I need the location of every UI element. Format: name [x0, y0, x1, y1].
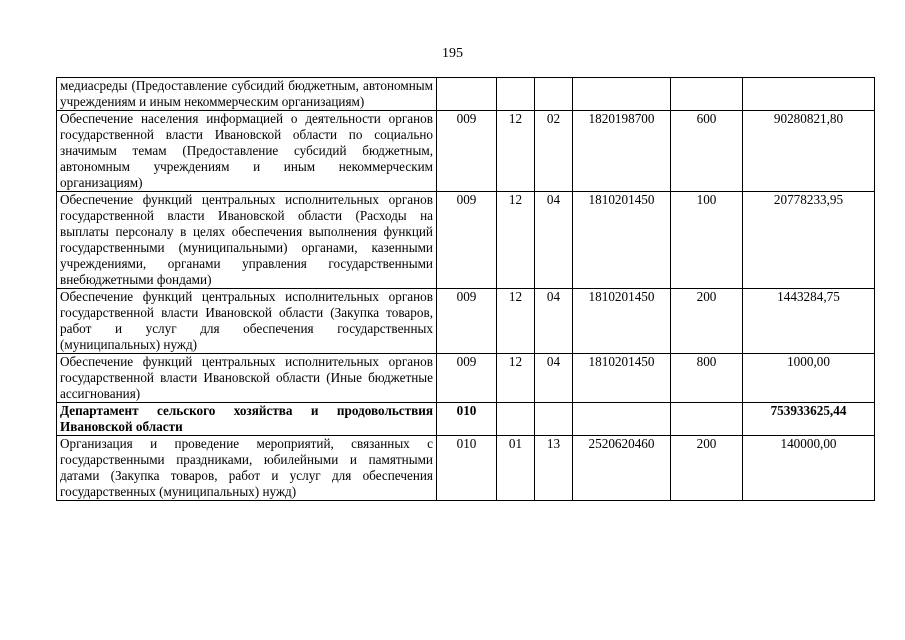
row-description: Обеспечение функций центральных исполнительных органов государственной власти Ивановской области (Закупка товаров, работ и услуг для обеспечения государственных (муниципальных) нужд) — [57, 289, 437, 354]
table-row — [57, 192, 875, 289]
row-subsection-code: 13 — [535, 436, 573, 501]
row-section-code — [497, 403, 535, 436]
row-section-code: 12 — [497, 111, 535, 192]
row-expense-type: 600 — [671, 111, 743, 192]
row-amount — [743, 78, 875, 111]
row-description: Департамент сельского хозяйства и продовольствия Ивановской области — [57, 403, 437, 436]
row-target-article: 1810201450 — [573, 289, 671, 354]
budget-table — [56, 77, 875, 501]
row-description: Обеспечение функций центральных исполнительных органов государственной власти Ивановской области (Иные бюджетные ассигнования) — [57, 354, 437, 403]
row-grbs-code: 010 — [437, 403, 497, 436]
table-row — [57, 78, 875, 111]
row-expense-type: 200 — [671, 436, 743, 501]
row-section-code: 12 — [497, 354, 535, 403]
row-expense-type — [671, 78, 743, 111]
row-description: медиасреды (Предоставление субсидий бюджетным, автономным учреждениям и иным некоммерческим организациям) — [57, 78, 437, 111]
row-subsection-code — [535, 403, 573, 436]
row-target-article — [573, 403, 671, 436]
row-grbs-code: 009 — [437, 289, 497, 354]
row-subsection-code: 04 — [535, 354, 573, 403]
row-target-article: 1810201450 — [573, 354, 671, 403]
table-row-department-total — [57, 403, 875, 436]
row-expense-type: 200 — [671, 289, 743, 354]
table-row — [57, 436, 875, 501]
row-target-article: 2520620460 — [573, 436, 671, 501]
row-amount: 140000,00 — [743, 436, 875, 501]
row-description: Организация и проведение мероприятий, связанных с государственными праздниками, юбилейными и памятными датами (Закупка товаров, работ и услуг для обеспечения государственных (муниципальных) нужд) — [57, 436, 437, 501]
row-grbs-code — [437, 78, 497, 111]
row-grbs-code: 009 — [437, 354, 497, 403]
row-target-article — [573, 78, 671, 111]
row-amount: 1443284,75 — [743, 289, 875, 354]
row-subsection-code: 02 — [535, 111, 573, 192]
row-subsection-code — [535, 78, 573, 111]
row-description: Обеспечение функций центральных исполнительных органов государственной власти Ивановской области (Расходы на выплаты персоналу в целях обеспечения выполнения функций государственными (муниципальными) органами, казенными учреждениями, органами управления государственными внебюджетными фондами) — [57, 192, 437, 289]
row-section-code: 12 — [497, 192, 535, 289]
table-row — [57, 289, 875, 354]
row-section-code: 01 — [497, 436, 535, 501]
row-amount: 20778233,95 — [743, 192, 875, 289]
row-expense-type — [671, 403, 743, 436]
table-row — [57, 111, 875, 192]
page-number: 195 — [442, 46, 463, 61]
row-subsection-code: 04 — [535, 192, 573, 289]
row-section-code: 12 — [497, 289, 535, 354]
row-target-article: 1820198700 — [573, 111, 671, 192]
row-amount: 90280821,80 — [743, 111, 875, 192]
row-expense-type: 100 — [671, 192, 743, 289]
row-target-article: 1810201450 — [573, 192, 671, 289]
row-grbs-code: 009 — [437, 111, 497, 192]
row-amount: 1000,00 — [743, 354, 875, 403]
row-description: Обеспечение населения информацией о деятельности органов государственной власти Ивановской области по социально значимым темам (Предоставление субсидий бюджетным, автономным учреждениям и иным некоммерческим организациям) — [57, 111, 437, 192]
row-amount: 753933625,44 — [743, 403, 875, 436]
row-grbs-code: 009 — [437, 192, 497, 289]
table-row — [57, 354, 875, 403]
row-grbs-code: 010 — [437, 436, 497, 501]
row-section-code — [497, 78, 535, 111]
row-expense-type: 800 — [671, 354, 743, 403]
row-subsection-code: 04 — [535, 289, 573, 354]
